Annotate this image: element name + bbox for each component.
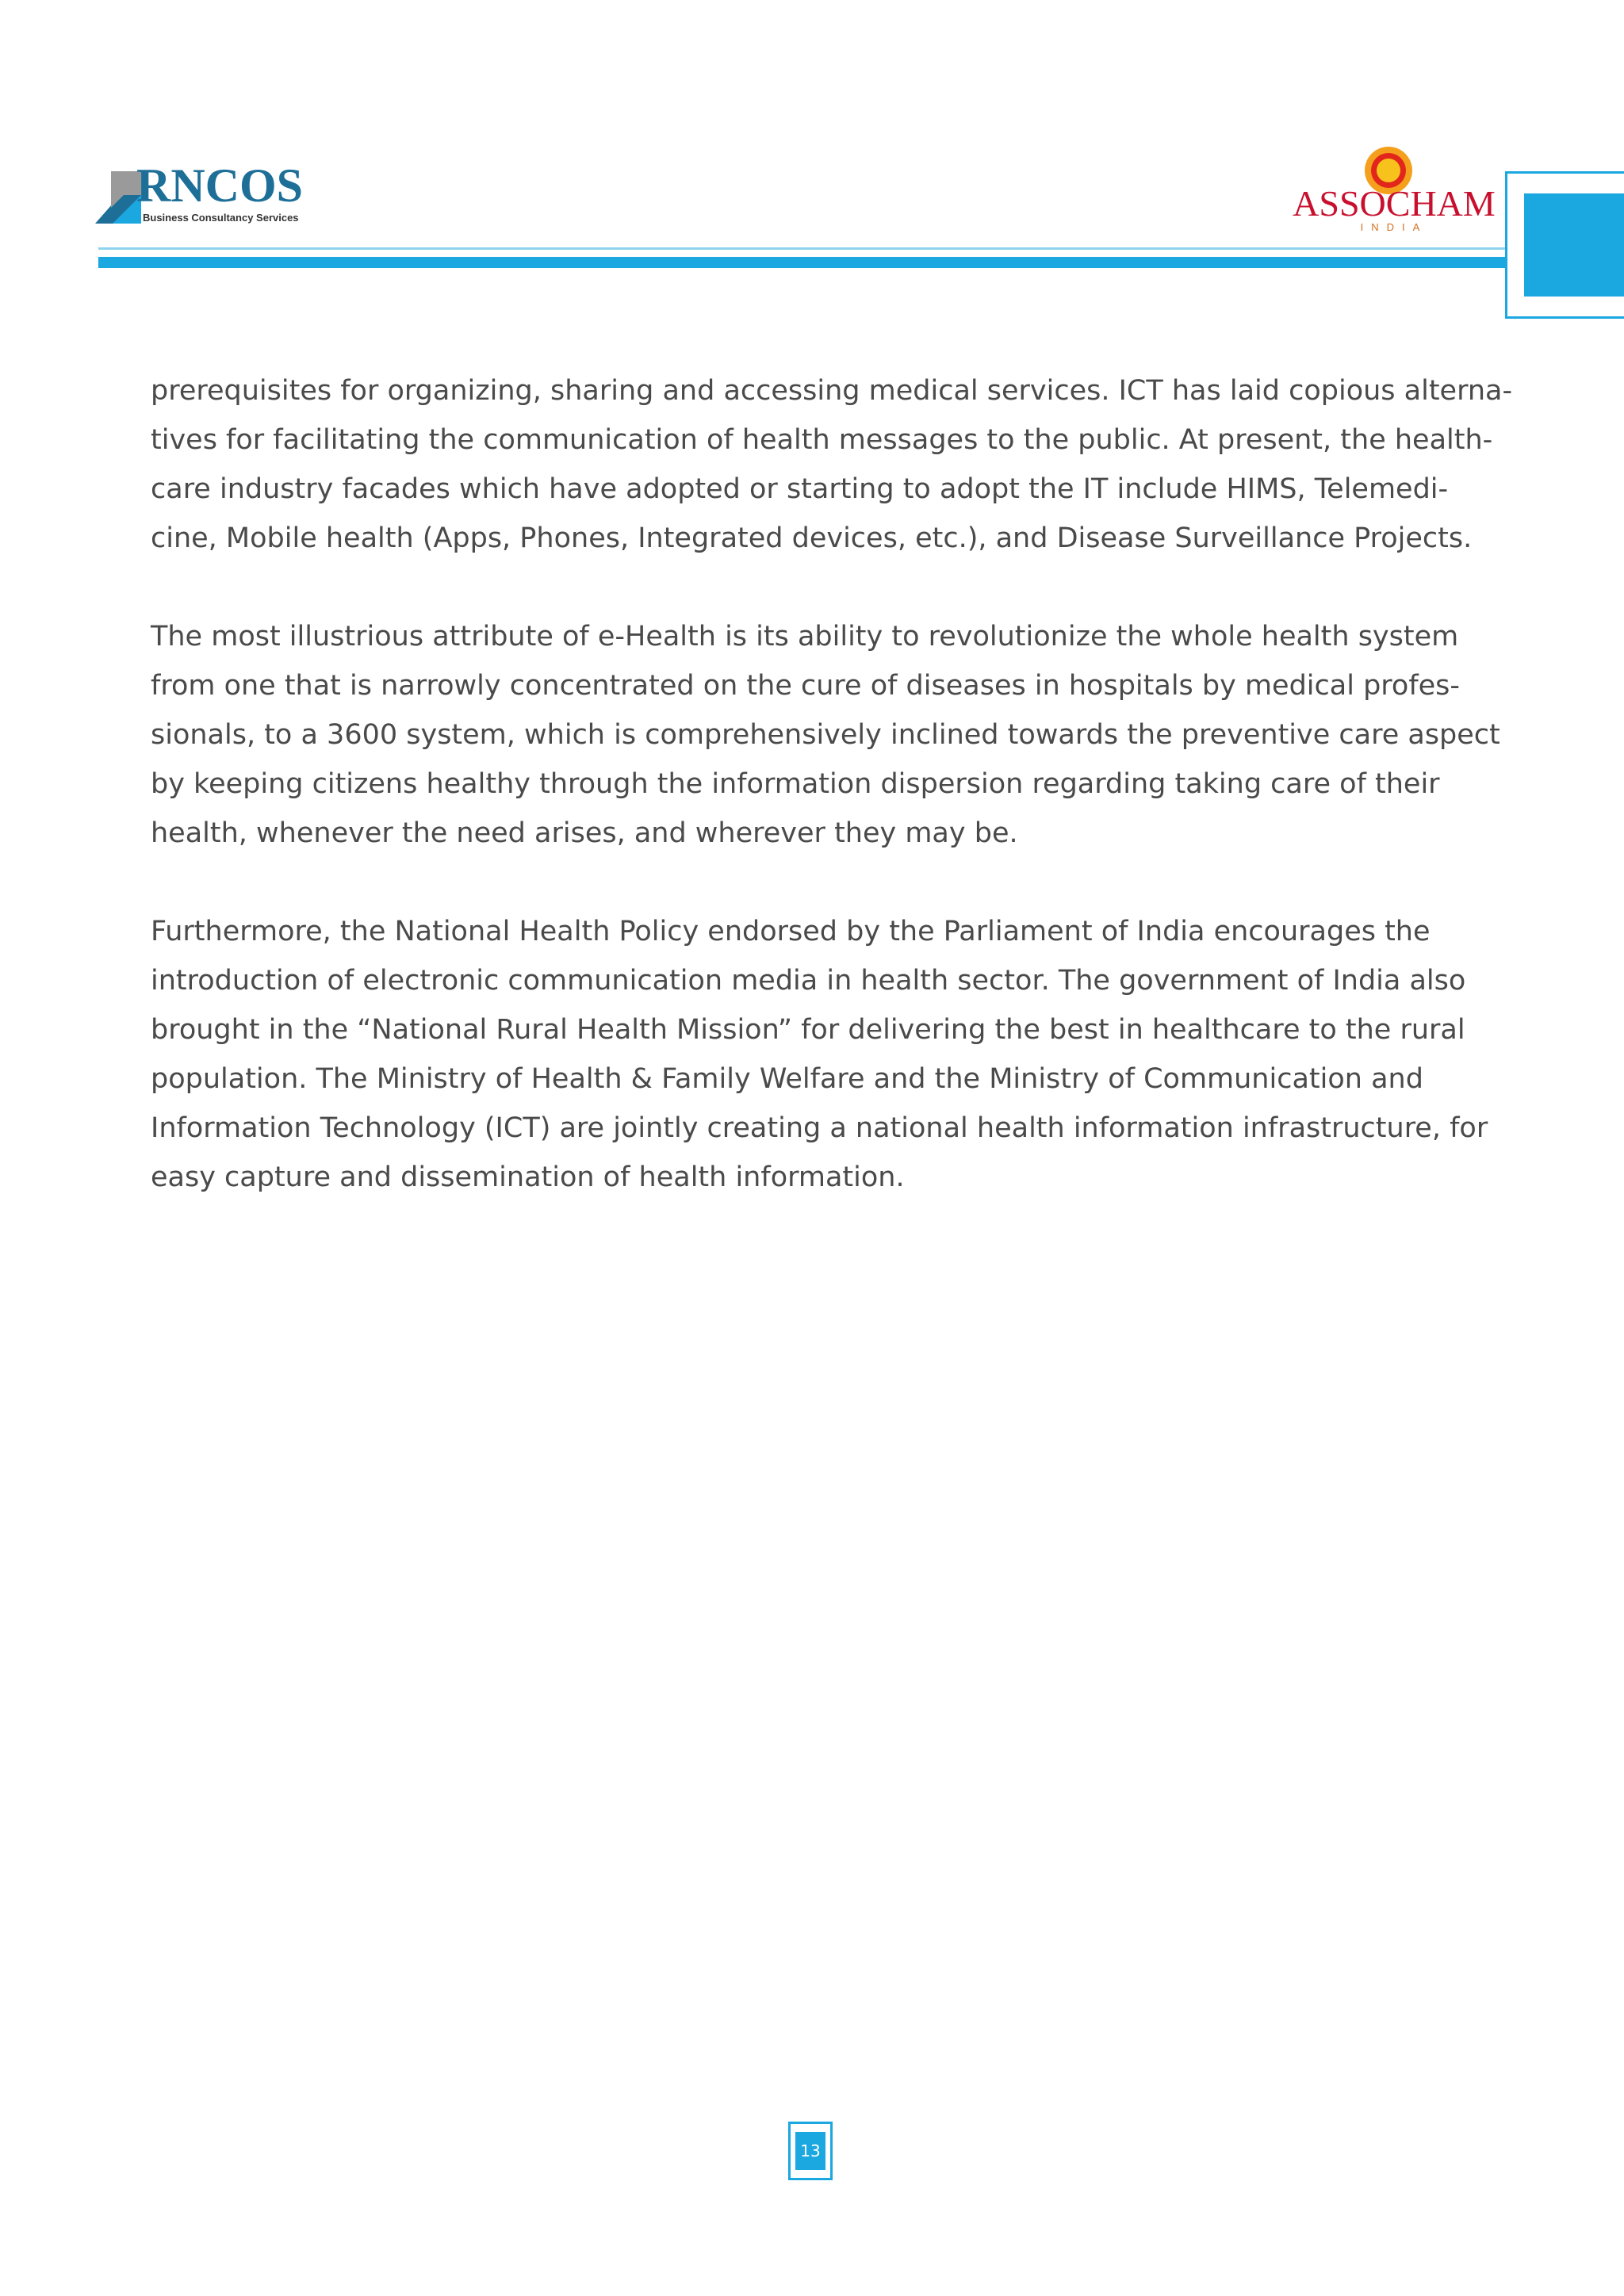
text-line: sionals, to a 3600 system, which is comprehensively inclined towards the preventive care aspect	[151, 719, 1500, 751]
header-rule	[98, 257, 1507, 268]
rncos-logo-name: RNCOS	[136, 159, 304, 212]
paragraph-1	[151, 366, 1513, 563]
rncos-logo-tagline: Business Consultancy Services	[143, 212, 299, 224]
text-line: cine, Mobile health (Apps, Phones, Integrated devices, etc.), and Disease Surveillance Projects.	[151, 522, 1473, 554]
text-line: health, whenever the need arises, and wherever they may be.	[151, 817, 1018, 849]
text-line: tives for facilitating the communication of health messages to the public. At present, the health-	[151, 424, 1493, 456]
text-line: Furthermore, the National Health Policy endorsed by the Parliament of India encourages the	[151, 916, 1431, 947]
assocham-logo-subtitle: INDIA	[1360, 221, 1428, 233]
paragraph-3	[151, 907, 1488, 1202]
text-line: by keeping citizens healthy through the information dispersion regarding taking care of their	[151, 768, 1440, 800]
assocham-logo	[1291, 146, 1497, 233]
text-line: care industry facades which have adopted or starting to adopt the IT include HIMS, Telemedi-	[151, 473, 1449, 505]
paragraph-2	[151, 612, 1500, 858]
text-line: brought in the “National Rural Health Mission” for delivering the best in healthcare to the rural	[151, 1014, 1465, 1046]
rncos-logo	[95, 159, 333, 228]
text-line: introduction of electronic communication media in health sector. The government of India also	[151, 965, 1466, 997]
text-line: Information Technology (ICT) are jointly creating a national health information infrastructure, for	[151, 1112, 1488, 1144]
page-number-badge	[788, 2122, 833, 2180]
page-number: 13	[795, 2132, 825, 2170]
corner-square-decoration	[1524, 193, 1624, 297]
text-line: from one that is narrowly concentrated on the cure of diseases in hospitals by medical profes-	[151, 670, 1461, 702]
text-line: The most illustrious attribute of e-Health is its ability to revolutionize the whole health system	[151, 621, 1459, 652]
text-line: population. The Ministry of Health & Family Welfare and the Ministry of Communication and	[151, 1063, 1423, 1095]
rncos-triangle-logo-icon	[95, 171, 141, 224]
text-line: prerequisites for organizing, sharing and accessing medical services. ICT has laid copious alterna-	[151, 375, 1513, 407]
header-rule-thin	[98, 247, 1507, 250]
text-line: easy capture and dissemination of health information.	[151, 1161, 905, 1193]
body-content	[151, 366, 1513, 1251]
assocham-logo-name: ASSOCHAM	[1293, 183, 1496, 224]
